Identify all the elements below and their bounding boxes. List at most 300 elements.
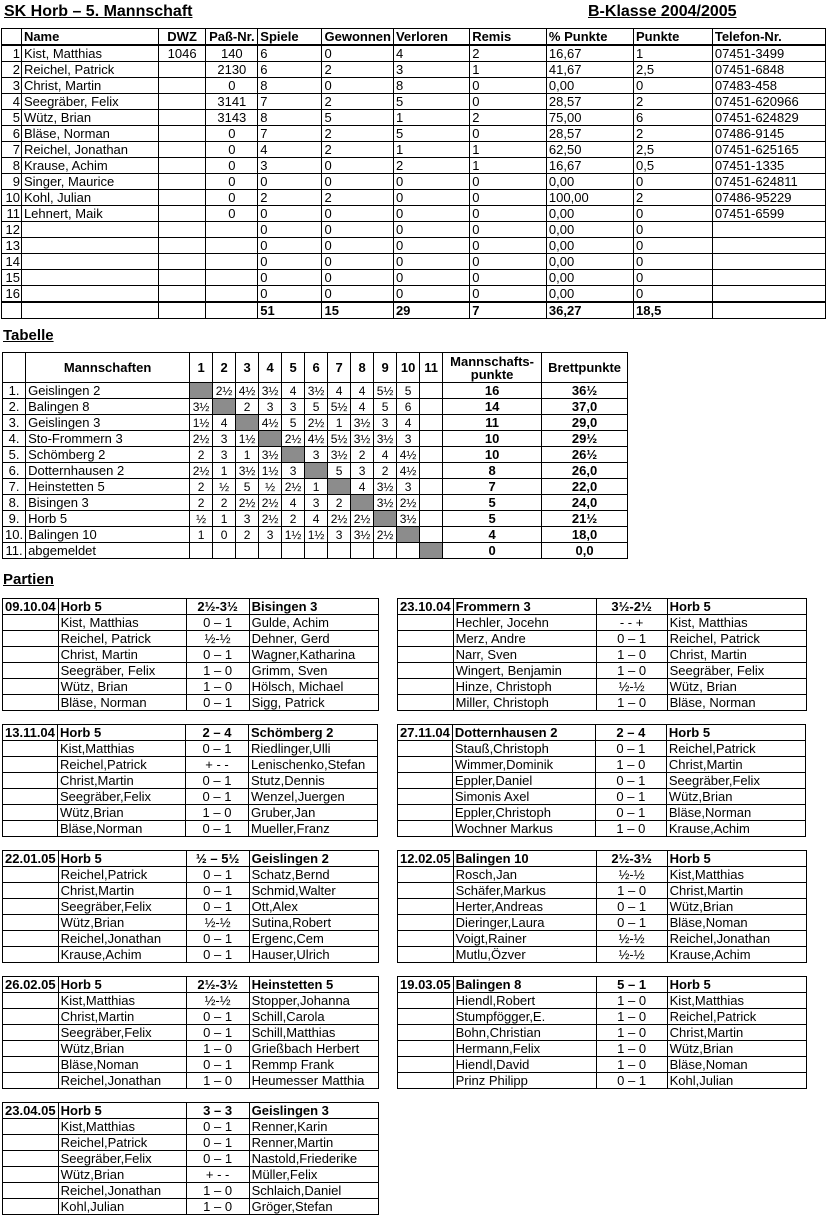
result-cell — [420, 495, 443, 511]
away-player: Christ,Martin — [667, 883, 806, 899]
players-cell: 13 — [2, 238, 22, 254]
rank-cell: 11. — [3, 543, 26, 559]
result-cell: 2 — [236, 399, 259, 415]
players-total-row — [2, 302, 826, 319]
players-cell: 100,00 — [546, 190, 633, 206]
players-total-cell — [206, 302, 258, 319]
result-cell: ½ — [213, 479, 236, 495]
round-column-header: 10 — [397, 353, 420, 383]
game-result: 0 – 1 — [186, 773, 249, 789]
players-cell: 2 — [634, 94, 713, 110]
date-spacer-cell — [398, 679, 454, 695]
result-cell: 3 — [374, 415, 397, 431]
game-row — [3, 679, 379, 695]
result-cell: 4½ — [259, 415, 282, 431]
players-cell — [158, 126, 206, 142]
game-result: ½-½ — [596, 679, 667, 695]
rank-cell: 9. — [3, 511, 26, 527]
team-name-cell: Schömberg 2 — [26, 447, 190, 463]
result-cell: 2 — [282, 511, 305, 527]
date-spacer-cell — [398, 741, 453, 757]
game-row — [3, 1041, 379, 1057]
match-block — [2, 1102, 379, 1215]
result-cell: 5 — [236, 479, 259, 495]
players-cell: 2 — [322, 126, 393, 142]
players-cell — [712, 222, 825, 238]
game-row — [3, 757, 378, 773]
players-cell: 1 — [470, 158, 547, 174]
diagonal-cell — [420, 543, 443, 559]
result-cell: 4 — [282, 495, 305, 511]
game-result: 0 – 1 — [186, 1025, 249, 1041]
date-spacer-cell — [398, 757, 453, 773]
rank-cell: 3. — [3, 415, 26, 431]
match-block — [2, 724, 378, 837]
result-cell: 3½ — [328, 447, 351, 463]
players-cell: 2 — [470, 45, 547, 62]
players-total-cell: 18,5 — [634, 302, 713, 319]
game-row — [398, 789, 806, 805]
players-cell: 6 — [258, 62, 322, 78]
table-row — [2, 222, 826, 238]
away-player: Müller,Felix — [249, 1167, 378, 1183]
players-cell: 0 — [258, 238, 322, 254]
home-player: Reichel,Patrick — [58, 757, 186, 773]
players-cell: 2 — [258, 190, 322, 206]
players-cell: 0 — [634, 238, 713, 254]
game-row — [3, 741, 378, 757]
diagonal-cell — [328, 479, 351, 495]
result-cell: 3½ — [374, 495, 397, 511]
players-cell: 3141 — [206, 94, 258, 110]
players-cell: Reichel, Jonathan — [21, 142, 158, 158]
result-cell — [374, 543, 397, 559]
team-points-cell: 4 — [443, 527, 542, 543]
date-spacer-cell — [3, 1167, 59, 1183]
players-cell: 8 — [393, 78, 469, 94]
away-player: Grießbach Herbert — [249, 1041, 378, 1057]
corner-cell — [3, 353, 26, 383]
game-result: 0 – 1 — [186, 883, 249, 899]
league-title: B-Klasse 2004/2005 — [588, 3, 737, 20]
players-cell — [158, 110, 206, 126]
away-player: Stopper,Johanna — [249, 993, 378, 1009]
players-cell: 0 — [634, 206, 713, 222]
players-cell — [158, 62, 206, 78]
home-player: Christ,Martin — [58, 883, 186, 899]
players-column-header: Name — [21, 29, 158, 46]
players-column-header: Punkte — [634, 29, 713, 46]
result-cell: 2½ — [397, 495, 420, 511]
date-spacer-cell — [398, 993, 454, 1009]
players-cell — [712, 238, 825, 254]
result-cell: 2½ — [259, 511, 282, 527]
result-cell: 2½ — [236, 495, 259, 511]
players-cell: 2,5 — [634, 62, 713, 78]
game-row — [398, 663, 807, 679]
team-points-cell: 0 — [443, 543, 542, 559]
players-column-header: Verloren — [393, 29, 469, 46]
home-player: Hermann,Felix — [453, 1041, 596, 1057]
table-row — [2, 270, 826, 286]
players-cell: 0 — [206, 78, 258, 94]
table-row — [2, 62, 826, 78]
result-cell: 4½ — [397, 447, 420, 463]
players-total-cell — [2, 302, 22, 319]
home-team: Horb 5 — [58, 1103, 186, 1119]
date-spacer-cell — [3, 615, 59, 631]
away-player: Remmp Frank — [249, 1057, 378, 1073]
game-result: 1 – 0 — [596, 1009, 667, 1025]
board-points-cell: 29½ — [542, 431, 628, 447]
result-cell: 4½ — [397, 463, 420, 479]
result-cell: 1 — [190, 527, 213, 543]
tabelle-section-title: Tabelle — [3, 327, 54, 344]
game-row — [3, 1119, 379, 1135]
players-cell: 0 — [393, 286, 469, 303]
players-cell: 0 — [322, 270, 393, 286]
home-player: Kohl,Julian — [58, 1199, 186, 1215]
game-result: 1 – 0 — [186, 679, 249, 695]
players-cell: 07451-620966 — [712, 94, 825, 110]
match-score: 2½-3½ — [186, 599, 249, 615]
game-result: 0 – 1 — [596, 899, 667, 915]
game-row — [3, 947, 379, 963]
result-cell: 2 — [374, 463, 397, 479]
board-points-cell: 36½ — [542, 383, 628, 399]
away-player: Christ, Martin — [667, 647, 806, 663]
home-player: Hechler, Jocehn — [453, 615, 596, 631]
players-cell: Bläse, Norman — [21, 126, 158, 142]
result-cell — [190, 543, 213, 559]
game-row — [398, 679, 807, 695]
team-points-cell: 8 — [443, 463, 542, 479]
away-player: Wenzel,Juergen — [249, 789, 378, 805]
players-cell: 0 — [322, 254, 393, 270]
game-row — [3, 821, 378, 837]
result-cell: 2½ — [374, 527, 397, 543]
match-header-row — [3, 725, 378, 741]
home-player: Seegräber, Felix — [58, 663, 186, 679]
match-date: 12.02.05 — [398, 851, 454, 867]
result-cell: 1½ — [282, 527, 305, 543]
players-cell: 28,57 — [546, 94, 633, 110]
date-spacer-cell — [398, 773, 453, 789]
players-cell: 07451-624829 — [712, 110, 825, 126]
away-player: Bläse,Norman — [666, 805, 805, 821]
team-points-header: Mannschafts-punkte — [443, 353, 542, 383]
players-cell: 0 — [634, 78, 713, 94]
away-team: Heinstetten 5 — [249, 977, 378, 993]
game-result: ½-½ — [186, 631, 249, 647]
players-cell — [158, 206, 206, 222]
players-cell — [712, 254, 825, 270]
away-player: Mueller,Franz — [249, 821, 378, 837]
result-cell: 3 — [213, 431, 236, 447]
game-row — [398, 741, 806, 757]
away-player: Gruber,Jan — [249, 805, 378, 821]
rank-cell: 10. — [3, 527, 26, 543]
date-spacer-cell — [398, 789, 453, 805]
team-points-cell: 7 — [443, 479, 542, 495]
result-cell: 2 — [328, 495, 351, 511]
date-spacer-cell — [3, 947, 59, 963]
game-row — [3, 915, 379, 931]
players-cell: 6 — [2, 126, 22, 142]
players-total-cell — [712, 302, 825, 319]
result-cell: 1½ — [305, 527, 328, 543]
players-cell: Krause, Achim — [21, 158, 158, 174]
players-cell: 2 — [322, 94, 393, 110]
result-cell: 4 — [397, 415, 420, 431]
players-cell: Singer, Maurice — [21, 174, 158, 190]
date-spacer-cell — [3, 915, 59, 931]
result-cell: 4 — [305, 511, 328, 527]
players-cell — [158, 78, 206, 94]
rank-cell: 1. — [3, 383, 26, 399]
players-cell: 0 — [393, 270, 469, 286]
home-player: Schäfer,Markus — [453, 883, 596, 899]
table-row — [3, 431, 628, 447]
game-row — [398, 899, 807, 915]
players-cell: 1 — [634, 45, 713, 62]
result-cell: 2 — [190, 495, 213, 511]
game-result: 0 – 1 — [186, 741, 249, 757]
players-cell: 10 — [2, 190, 22, 206]
players-cell: 0 — [322, 174, 393, 190]
players-cell: 12 — [2, 222, 22, 238]
game-result: 0 – 1 — [596, 915, 667, 931]
game-row — [3, 1135, 379, 1151]
game-result: 1 – 0 — [596, 883, 667, 899]
home-team: Horb 5 — [58, 977, 186, 993]
game-row — [398, 1009, 807, 1025]
team-points-cell: 14 — [443, 399, 542, 415]
players-cell: 0 — [322, 222, 393, 238]
game-result: ½-½ — [596, 931, 667, 947]
away-player: Lenischenko,Stefan — [249, 757, 378, 773]
match-header-row — [3, 977, 379, 993]
away-player: Reichel,Jonathan — [667, 931, 806, 947]
result-cell: 1 — [213, 511, 236, 527]
match-date: 26.02.05 — [3, 977, 59, 993]
away-player: Bläse,Noman — [667, 1057, 806, 1073]
game-row — [398, 993, 807, 1009]
away-team: Bisingen 3 — [249, 599, 378, 615]
away-player: Dehner, Gerd — [249, 631, 378, 647]
game-row — [398, 1073, 807, 1089]
players-cell: 0 — [470, 126, 547, 142]
players-cell: 2 — [470, 110, 547, 126]
players-cell: 0,00 — [546, 174, 633, 190]
date-spacer-cell — [3, 1009, 59, 1025]
away-player: Schlaich,Daniel — [249, 1183, 378, 1199]
players-cell: 0 — [258, 206, 322, 222]
result-cell: 4 — [374, 447, 397, 463]
match-score: 2 – 4 — [186, 725, 249, 741]
players-total-cell — [158, 302, 206, 319]
date-spacer-cell — [3, 663, 59, 679]
players-column-header: Gewonnen — [322, 29, 393, 46]
game-row — [3, 663, 379, 679]
players-column-header — [2, 29, 22, 46]
away-team: Geislingen 3 — [249, 1103, 378, 1119]
match-score: 3 – 3 — [186, 1103, 249, 1119]
players-cell: 0 — [470, 174, 547, 190]
players-cell: 0 — [206, 206, 258, 222]
players-cell: 1 — [393, 110, 469, 126]
match-score: 5 – 1 — [596, 977, 667, 993]
players-header-row — [2, 29, 826, 46]
result-cell — [420, 383, 443, 399]
result-cell: 1 — [236, 447, 259, 463]
players-cell: 2 — [2, 62, 22, 78]
result-cell — [328, 543, 351, 559]
game-result: 1 – 0 — [186, 663, 249, 679]
players-cell: 5 — [2, 110, 22, 126]
result-cell: 2½ — [282, 479, 305, 495]
game-row — [398, 931, 807, 947]
date-spacer-cell — [3, 631, 59, 647]
game-result: 0 – 1 — [186, 899, 249, 915]
away-player: Hauser,Ulrich — [249, 947, 378, 963]
players-cell — [158, 142, 206, 158]
players-cell: 6 — [258, 45, 322, 62]
result-cell — [213, 543, 236, 559]
result-cell: 3 — [259, 399, 282, 415]
date-spacer-cell — [398, 1073, 454, 1089]
table-row — [3, 399, 628, 415]
result-cell: 3½ — [397, 511, 420, 527]
players-cell: 3143 — [206, 110, 258, 126]
players-cell: 6 — [634, 110, 713, 126]
result-cell: 4½ — [236, 383, 259, 399]
home-player: Hiendl,David — [453, 1057, 596, 1073]
players-cell: 3 — [258, 158, 322, 174]
players-cell: 0 — [393, 222, 469, 238]
result-cell — [236, 543, 259, 559]
board-points-cell: 37,0 — [542, 399, 628, 415]
game-row — [3, 1009, 379, 1025]
match-score: 2½-3½ — [596, 851, 667, 867]
date-spacer-cell — [398, 647, 454, 663]
result-cell: 4 — [328, 383, 351, 399]
game-row — [398, 1041, 807, 1057]
players-cell: Christ, Martin — [21, 78, 158, 94]
result-cell: 5½ — [374, 383, 397, 399]
players-cell: 0 — [470, 78, 547, 94]
date-spacer-cell — [3, 679, 59, 695]
date-spacer-cell — [3, 1183, 59, 1199]
players-cell: 2,5 — [634, 142, 713, 158]
players-cell: 0 — [470, 238, 547, 254]
partien-column-left — [2, 598, 379, 1228]
game-row — [398, 631, 807, 647]
team-points-cell: 11 — [443, 415, 542, 431]
date-spacer-cell — [3, 805, 58, 821]
home-player: Wütz,Brian — [58, 1041, 186, 1057]
away-player: Kohl,Julian — [667, 1073, 806, 1089]
date-spacer-cell — [398, 915, 454, 931]
team-name-cell: Geislingen 2 — [26, 383, 190, 399]
game-result: 1 – 0 — [186, 1199, 249, 1215]
result-cell — [305, 543, 328, 559]
game-result: 1 – 0 — [595, 821, 666, 837]
away-player: Renner,Karin — [249, 1119, 378, 1135]
players-cell: 0 — [206, 142, 258, 158]
players-cell: 8 — [258, 78, 322, 94]
result-cell: 3 — [328, 527, 351, 543]
home-player: Seegräber,Felix — [58, 1025, 186, 1041]
players-cell — [158, 270, 206, 286]
game-result: 0 – 1 — [186, 1151, 249, 1167]
players-cell: Kist, Matthias — [21, 45, 158, 62]
result-cell: 2½ — [328, 511, 351, 527]
table-row — [3, 543, 628, 559]
rank-cell: 5. — [3, 447, 26, 463]
away-player: Heumesser Matthia — [249, 1073, 378, 1089]
players-cell: 5 — [393, 126, 469, 142]
players-cell: 07486-9145 — [712, 126, 825, 142]
board-points-cell: 18,0 — [542, 527, 628, 543]
date-spacer-cell — [3, 1199, 59, 1215]
result-cell: 4½ — [305, 431, 328, 447]
result-cell — [351, 543, 374, 559]
players-cell — [158, 238, 206, 254]
match-header-row — [3, 599, 379, 615]
result-cell: 3½ — [351, 527, 374, 543]
game-result: 0 – 1 — [595, 773, 666, 789]
home-player: Wütz, Brian — [58, 679, 186, 695]
date-spacer-cell — [3, 741, 58, 757]
game-row — [3, 1183, 379, 1199]
away-player: Sutina,Robert — [249, 915, 378, 931]
away-player: Wütz,Brian — [666, 789, 805, 805]
game-row — [3, 1025, 379, 1041]
result-cell: 5 — [282, 415, 305, 431]
result-cell: 2 — [213, 495, 236, 511]
match-date: 22.01.05 — [3, 851, 59, 867]
players-cell — [158, 190, 206, 206]
away-player: Wagner,Katharina — [249, 647, 378, 663]
home-player: Reichel,Jonathan — [58, 1073, 186, 1089]
players-cell: 0 — [322, 238, 393, 254]
match-score: 2 – 4 — [595, 725, 666, 741]
players-cell — [158, 222, 206, 238]
home-player: Simonis Axel — [452, 789, 595, 805]
players-cell — [158, 286, 206, 303]
home-team: Horb 5 — [58, 599, 186, 615]
result-cell — [420, 415, 443, 431]
game-row — [3, 993, 379, 1009]
players-cell: 0 — [634, 286, 713, 303]
home-player: Reichel,Jonathan — [58, 1183, 186, 1199]
result-cell: 1 — [305, 479, 328, 495]
result-cell: 2½ — [190, 431, 213, 447]
home-player: Wimmer,Dominik — [452, 757, 595, 773]
away-player: Schatz,Bernd — [249, 867, 378, 883]
date-spacer-cell — [398, 867, 454, 883]
diagonal-cell — [305, 463, 328, 479]
date-spacer-cell — [398, 805, 453, 821]
round-column-header: 8 — [351, 353, 374, 383]
result-cell: 3½ — [374, 479, 397, 495]
players-table — [1, 28, 826, 319]
game-result: ½-½ — [596, 947, 667, 963]
players-cell: 62,50 — [546, 142, 633, 158]
round-column-header: 6 — [305, 353, 328, 383]
game-result: 0 – 1 — [596, 1073, 667, 1089]
